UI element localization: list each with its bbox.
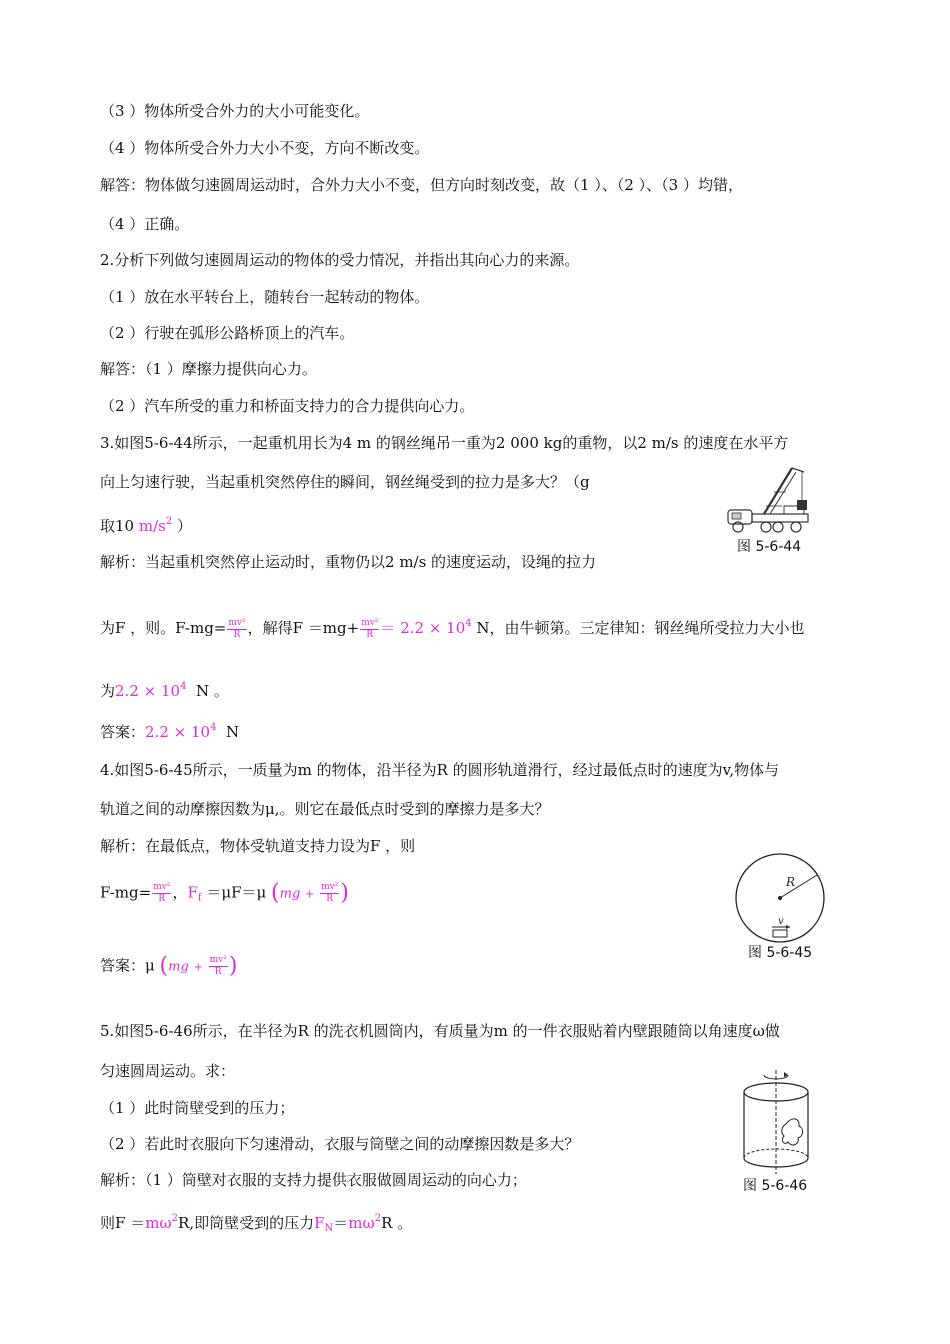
fraction-numerator: mv² (228, 617, 246, 628)
q5-stem-line2: 匀速圆周运动。求： (100, 1062, 236, 1080)
right-paren: ) (340, 880, 349, 906)
left-paren: ( (159, 953, 169, 979)
q4-fraction-mv2-r-2 (320, 882, 339, 905)
q3-fraction-mv2-r-2 (360, 618, 379, 641)
q4-eq-c: ＝μF＝μ (206, 883, 267, 902)
q2-item2: （2 ）行驶在弧形公路桥顶上的汽车。 (100, 324, 355, 342)
q5-analysis-line2 (100, 1209, 412, 1239)
q3-stem-text: 取10 (100, 517, 139, 535)
fraction-numerator: mv² (153, 882, 171, 892)
washing-drum-figure (736, 1066, 816, 1176)
q1-answer-line1: 解答：物体做匀速圆周运动时，合外力大小不变，但方向时刻改变，故（1 ）、（2 ）、（3 ）均错， (100, 176, 743, 194)
q5-m-omega-exp-2: 2 (374, 1213, 382, 1224)
fraction-denominator: R (214, 967, 222, 977)
q4-answer-fraction (209, 955, 228, 978)
q3-answer-unit: N (225, 723, 240, 741)
q3-answer-exp: 4 (210, 722, 217, 733)
q4-answer (100, 955, 237, 978)
q3-eq-text-b: ，解得F ＝mg+ (247, 619, 360, 637)
q1-answer-line2: （4 ）正确。 (100, 215, 190, 233)
q3-answer (100, 718, 239, 742)
q3-fraction-mv2-r (227, 618, 246, 641)
radius-label: R (786, 875, 796, 889)
q2-stem: 2.分析下列做匀速圆周运动的物体的受力情况，并指出其向心力的来源。 (100, 251, 580, 269)
q3-analysis-line2 (100, 614, 805, 641)
q5-m-omega-2: mω (348, 1214, 375, 1232)
q3-eq-result: ＝ 2.2 × 10 (380, 619, 466, 637)
fraction-denominator: R (158, 894, 166, 904)
q4-stem-line1: 4.如图5-6-45所示，一质量为m 的物体，沿半径为R 的圆形轨道滑行，经过最低点时的速度为v,物体与 (100, 761, 780, 779)
q3-line3-prefix: 为 (100, 682, 116, 700)
fraction-numerator: mv² (321, 882, 339, 892)
q5-analysis-line1: 解析：（1 ）筒壁对衣服的支持力提供衣服做圆周运动的向心力； (100, 1171, 527, 1189)
q4-eq-a: F-mg= (100, 883, 152, 902)
q5-line2-c: R 。 (381, 1214, 413, 1232)
q5-line2-b: R,即筒壁受到的压力 (178, 1214, 315, 1232)
figure-caption-5-6-45: 图 5-6-45 (748, 945, 813, 961)
q1-item4: （4 ）物体所受合外力大小不变，方向不断改变。 (100, 139, 430, 157)
q3-stem-line3 (100, 512, 192, 536)
q4-plus: + (305, 887, 315, 901)
q3-answer-label: 答案： (100, 723, 146, 741)
q3-answer-value: 2.2 × 10 (145, 723, 211, 741)
q5-equals: ＝ (333, 1214, 349, 1232)
q5-line2-a: 则F ＝ (100, 1214, 146, 1232)
q4-answer-mu: μ (145, 956, 155, 975)
q3-stem-line1: 3.如图5-6-44所示，一起重机用长为4 m 的钢丝绳吊一重为2 000 kg的重物，以2 m/s 的速度在水平方 (100, 434, 789, 452)
figure-caption-5-6-44: 图 5-6-44 (737, 539, 802, 555)
q4-stem-line2: 轨道之间的动摩擦因数为μ,。则它在最低点时受到的摩擦力是多大？ (100, 800, 550, 818)
q3-analysis-line3 (100, 677, 229, 701)
velocity-label: v (778, 916, 784, 927)
circular-track-figure (732, 853, 832, 943)
q4-ff-sub: f (197, 892, 202, 904)
q5-item2: （2 ）若此时衣服向下匀速滑动，衣服与筒壁之间的动摩擦因数是多大？ (100, 1135, 580, 1153)
q5-m-omega-exp: 2 (171, 1213, 179, 1224)
q5-stem-line1: 5.如图5-6-46所示，在半径为R 的洗衣机圆筒内，有质量为m 的一件衣服贴着内壁跟随筒以角速度ω做 (100, 1022, 780, 1040)
q4-eq-b: ， (172, 883, 188, 902)
q5-item1: （1 ）此时筒壁受到的压力； (100, 1099, 295, 1117)
q3-eq-result-exp: 4 (465, 618, 472, 629)
q3-unit-exp: 2 (165, 516, 173, 527)
q5-fn-sub: N (324, 1223, 334, 1234)
q3-eq-text-d: N，由牛顿第。三定律知：钢丝绳所受拉力大小也 (476, 619, 805, 637)
fraction-numerator: mv² (361, 617, 379, 628)
fraction-denominator: R (233, 629, 241, 640)
q3-line3-suffix: N 。 (195, 682, 229, 700)
q5-m-omega: mω (145, 1214, 172, 1232)
q3-stem-line2: 向上匀速行驶，当起重机突然停住的瞬间，钢丝绳受到的拉力是多大？（g (100, 473, 590, 491)
q3-eq-text-a: 为F ，则。F-mg= (100, 619, 227, 637)
fraction-numerator: mv² (209, 955, 227, 965)
left-paren: ( (271, 880, 280, 906)
figure-caption-5-6-46: 图 5-6-46 (743, 1178, 808, 1194)
q2-answer2: （2 ）汽车所受的重力和桥面支持力的合力提供向心力。 (100, 397, 475, 415)
q4-answer-label: 答案： (100, 956, 146, 975)
q4-answer-plus: + (193, 960, 203, 974)
q3-line3-exp: 4 (180, 681, 187, 692)
right-paren: ) (228, 953, 238, 979)
q3-line3-value: 2.2 × 10 (115, 682, 181, 700)
q4-answer-mg: mg (168, 959, 189, 975)
q2-answer1: 解答：（1 ）摩擦力提供向心力。 (100, 360, 317, 378)
q5-fn: F (314, 1214, 325, 1232)
q3-analysis-line1: 解析：当起重机突然停止运动时，重物仍以2 m/s 的速度运动，设绳的拉力 (100, 553, 597, 571)
q4-equation (100, 882, 349, 909)
q4-analysis-line1: 解析：在最低点，物体受轨道支持力设为F ，则 (100, 837, 416, 855)
q2-item1: （1 ）放在水平转台上，随转台一起转动的物体。 (100, 288, 430, 306)
fraction-denominator: R (366, 629, 374, 640)
fraction-denominator: R (326, 894, 334, 904)
q4-ff: F (187, 883, 198, 902)
q3-unit: m/s (138, 517, 166, 535)
q4-fraction-mv2-r (152, 882, 171, 905)
q3-stem-close: ） (177, 517, 193, 535)
crane-truck-figure (724, 462, 814, 537)
q4-mg-term: mg (279, 886, 301, 902)
q1-item3: （3 ）物体所受合外力的大小可能变化。 (100, 102, 370, 120)
